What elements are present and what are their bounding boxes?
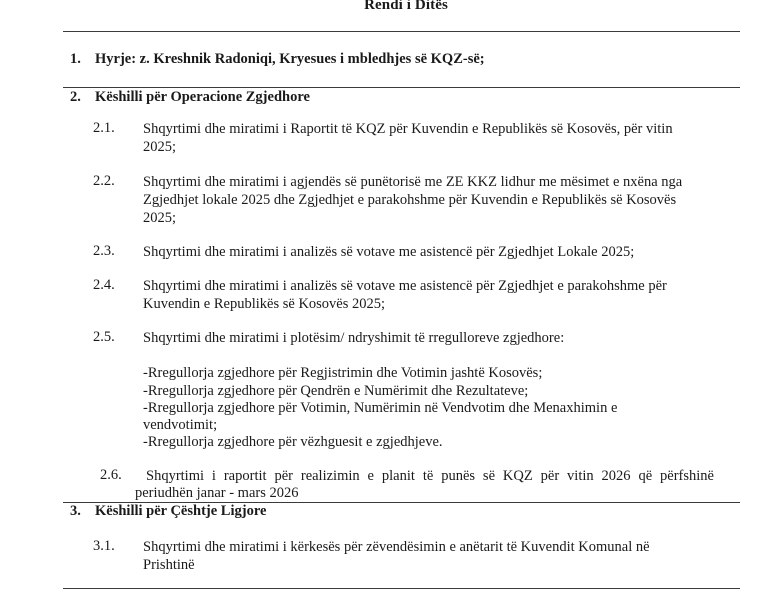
item-text-line: Shqyrtimi dhe miratimi i kërkesës për zëvendësimin e anëtarit të Kuvendit Komunal në [143, 539, 650, 555]
divider [63, 87, 740, 88]
item-text-line: periudhën janar - mars 2026 [135, 485, 299, 501]
sub-item: vendvotimit; [143, 417, 218, 433]
item-number: 2.4. [93, 277, 115, 293]
item-number: 3.1. [93, 538, 115, 554]
section-title: Këshilli për Operacione Zgjedhore [95, 89, 310, 105]
item-number: 2.3. [93, 243, 115, 259]
item-text-line: Shqyrtimi dhe miratimi i analizës së votave me asistencë për Zgjedhjet e parakohshme për [143, 278, 667, 294]
divider [63, 588, 740, 589]
item-number: 2.6. [100, 467, 122, 483]
divider [63, 31, 740, 32]
item-text-line: Shqyrtimi dhe miratimi i analizës së votave me asistencë për Zgjedhjet Lokale 2025; [143, 244, 635, 260]
section-number: 2. [70, 89, 81, 105]
section-title: Hyrje: z. Kreshnik Radoniqi, Kryesues i mbledhjes së KQZ-së; [95, 51, 485, 67]
item-number: 2.5. [93, 329, 115, 345]
item-text-line: Kuvendin e Republikës së Kosovës 2025; [143, 296, 386, 312]
page-title: Rendi i Ditës [364, 0, 448, 13]
section-number: 1. [70, 51, 81, 67]
sub-item: -Rregullorja zgjedhore për vëzhguesit e zgjedhjeve. [143, 434, 443, 450]
item-number: 2.1. [93, 120, 115, 136]
section-title: Këshilli për Çështje Ligjore [95, 503, 267, 519]
item-text-line: Shqyrtimi dhe miratimi i agjendës së punëtorisë me ZE KKZ lidhur me mësimet e nxëna nga [143, 174, 683, 190]
item-text-line: Prishtinë [143, 557, 195, 573]
item-text-line: Shqyrtimi dhe miratimi i Raportit të KQZ për Kuvendin e Republikës së Kosovës, për vitin [143, 121, 673, 137]
item-text-line: 2025; [143, 210, 177, 226]
sub-item: -Rregullorja zgjedhore për Regjistrimin dhe Votimin jashtë Kosovës; [143, 365, 543, 381]
section-number: 3. [70, 503, 81, 519]
sub-item: -Rregullorja zgjedhore për Qendrën e Numërimit dhe Rezultateve; [143, 383, 529, 399]
item-number: 2.2. [93, 173, 115, 189]
item-text-line: Zgjedhjet lokale 2025 dhe Zgjedhjet e parakohshme për Kuvendin e Republikës së Kosovës [143, 192, 677, 208]
item-text-line: 2025; [143, 139, 177, 155]
item-text-line: Shqyrtimi i raportit për realizimin e planit të punës së KQZ për vitin 2026 që përfshinë [146, 468, 714, 484]
item-text-line: Shqyrtimi dhe miratimi i plotësim/ ndryshimit të rregulloreve zgjedhore: [143, 330, 565, 346]
sub-item: -Rregullorja zgjedhore për Votimin, Numërimin në Vendvotim dhe Menaxhimin e [143, 400, 618, 416]
